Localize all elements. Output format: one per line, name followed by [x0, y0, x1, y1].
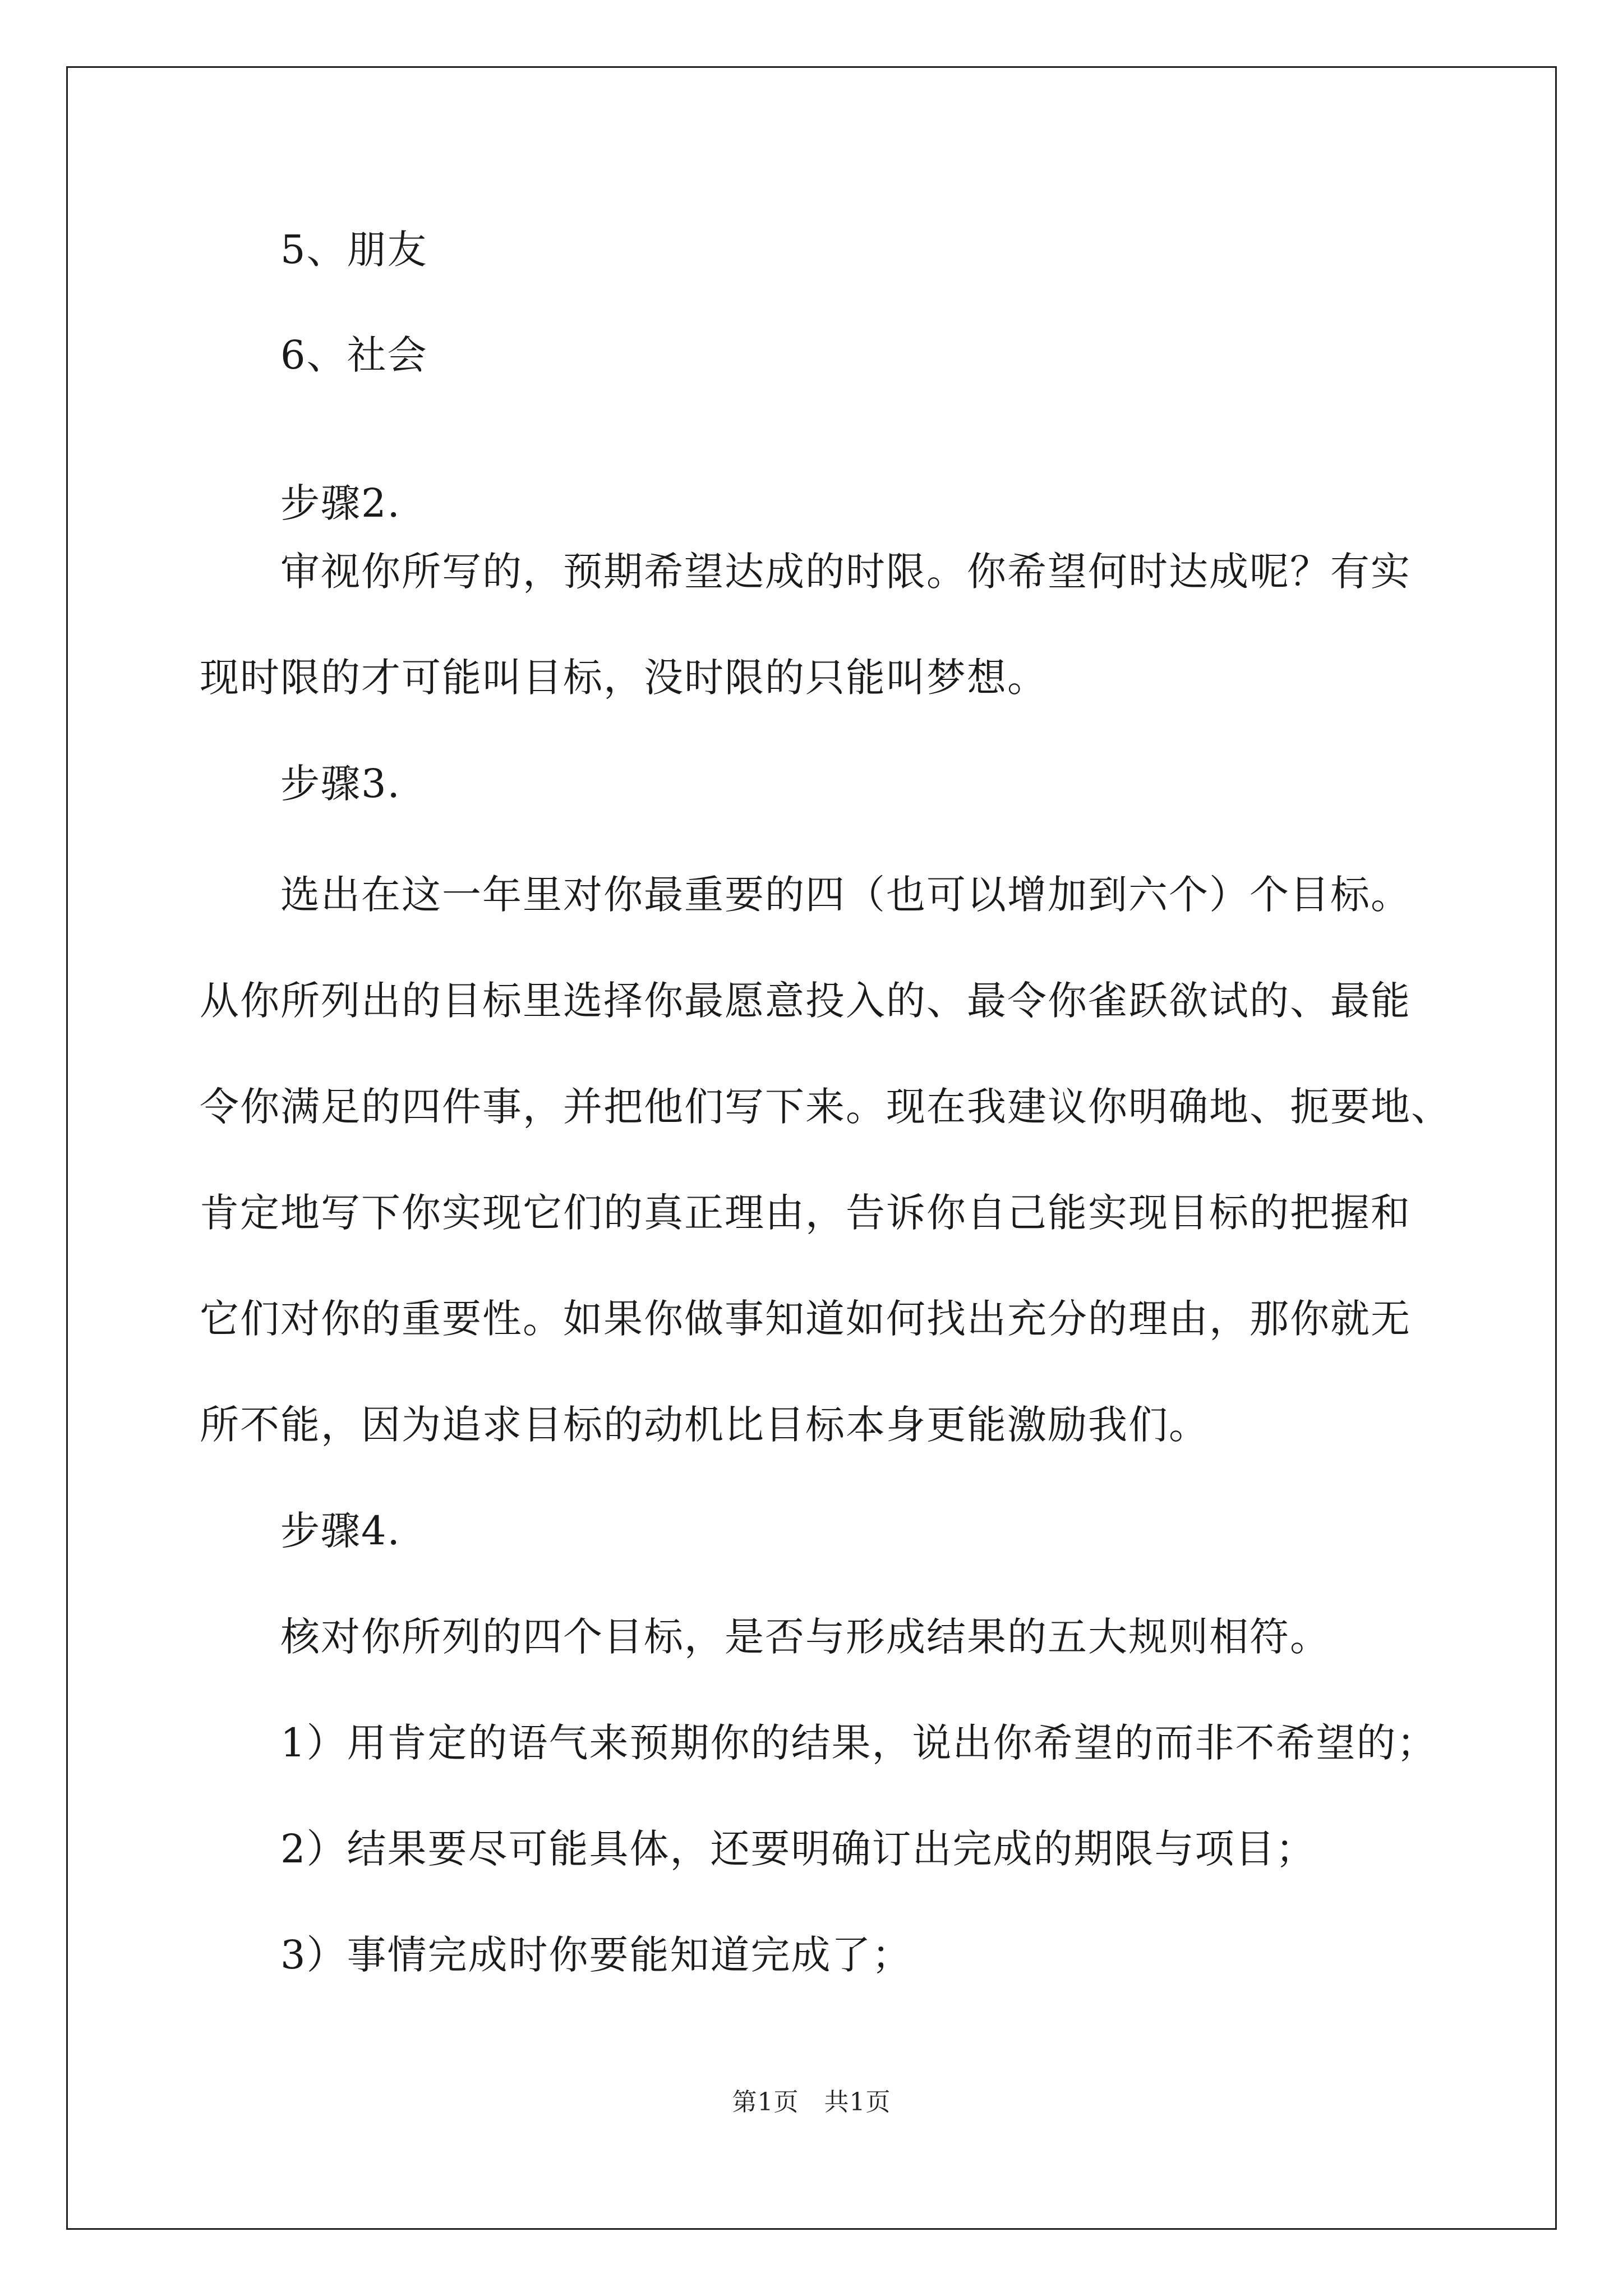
paragraph-line: 令你满足的四件事，并把他们写下来。现在我建议你明确地、扼要地、 [200, 1084, 1451, 1130]
paragraph-line: 选出在这一年里对你最重要的四（也可以增加到六个）个目标。 [280, 872, 1411, 918]
paragraph-line: 它们对你的重要性。如果你做事知道如何找出充分的理由，那你就无 [200, 1296, 1411, 1342]
list-item: 5、朋友 [280, 227, 428, 273]
step-heading: 步骤2. [280, 480, 401, 526]
paragraph-line: 从你所列出的目标里选择你最愿意投入的、最令你雀跃欲试的、最能 [200, 978, 1411, 1024]
paragraph-line: 肯定地写下你实现它们的真正理由，告诉你自己能实现目标的把握和 [200, 1190, 1411, 1236]
page-number: 第1页 共1页 [732, 2088, 891, 2116]
paragraph-line: 核对你所列的四个目标，是否与形成结果的五大规则相符。 [280, 1614, 1330, 1660]
list-item: 6、社会 [280, 332, 428, 378]
list-item: 3）事情完成时你要能知道完成了； [280, 1932, 912, 1978]
step-heading: 步骤4. [280, 1508, 401, 1554]
paragraph-line: 所不能，因为追求目标的动机比目标本身更能激励我们。 [200, 1402, 1209, 1448]
page-border [66, 66, 1557, 2230]
list-item: 1）用肯定的语气来预期你的结果，说出你希望的而非不希望的； [280, 1720, 1437, 1766]
paragraph-line: 现时限的才可能叫目标，没时限的只能叫梦想。 [200, 655, 1048, 701]
step-heading: 步骤3. [280, 761, 401, 807]
list-item: 2）结果要尽可能具体，还要明确订出完成的期限与项目； [280, 1826, 1316, 1872]
paragraph-line: 审视你所写的，预期希望达成的时限。你希望何时达成呢？有实 [280, 549, 1411, 595]
